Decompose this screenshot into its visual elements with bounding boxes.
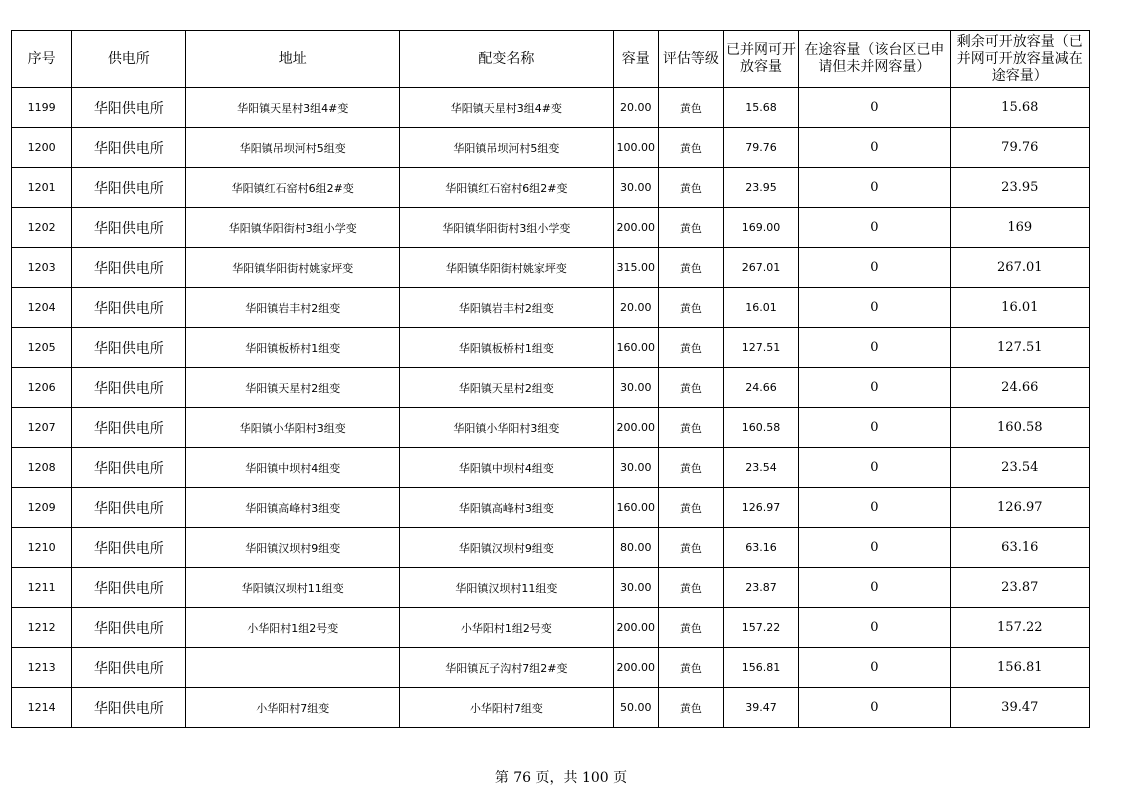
table-row (12, 568, 1090, 608)
cell-capacity: 160.00 (613, 328, 658, 368)
cell-pending-capacity: 0 (799, 208, 950, 248)
cell-capacity: 20.00 (613, 88, 658, 128)
cell-remaining-capacity: 23.54 (950, 448, 1089, 488)
cell-level: 黄色 (658, 248, 723, 288)
cell-station: 华阳供电所 (72, 608, 186, 648)
header-station: 供电所 (72, 31, 186, 88)
table-row (12, 368, 1090, 408)
cell-connected-capacity: 16.01 (723, 288, 798, 328)
cell-address: 华阳镇中坝村4组变 (186, 448, 400, 488)
page-footer: 第 76 页，共 100 页 (494, 770, 628, 786)
header-seq: 序号 (12, 31, 72, 88)
cell-level: 黄色 (658, 168, 723, 208)
cell-level: 黄色 (658, 688, 723, 728)
cell-pending-capacity: 0 (799, 608, 950, 648)
table-row (12, 168, 1090, 208)
cell-connected-capacity: 157.22 (723, 608, 798, 648)
cell-level: 黄色 (658, 328, 723, 368)
cell-level: 黄色 (658, 368, 723, 408)
table-row (12, 88, 1090, 128)
cell-station: 华阳供电所 (72, 168, 186, 208)
table-row (12, 128, 1090, 168)
cell-seq: 1211 (12, 568, 72, 608)
cell-level: 黄色 (658, 608, 723, 648)
cell-address: 华阳镇高峰村3组变 (186, 488, 400, 528)
cell-seq: 1210 (12, 528, 72, 568)
cell-pending-capacity: 0 (799, 248, 950, 288)
cell-transformer-name: 小华阳村1组2号变 (400, 608, 614, 648)
cell-seq: 1213 (12, 648, 72, 688)
cell-connected-capacity: 79.76 (723, 128, 798, 168)
cell-station: 华阳供电所 (72, 488, 186, 528)
cell-seq: 1206 (12, 368, 72, 408)
cell-connected-capacity: 39.47 (723, 688, 798, 728)
cell-address: 华阳镇天星村3组4#变 (186, 88, 400, 128)
cell-address: 华阳镇板桥村1组变 (186, 328, 400, 368)
cell-pending-capacity: 0 (799, 168, 950, 208)
cell-station: 华阳供电所 (72, 328, 186, 368)
cell-station: 华阳供电所 (72, 448, 186, 488)
cell-pending-capacity: 0 (799, 568, 950, 608)
cell-pending-capacity: 0 (799, 688, 950, 728)
cell-station: 华阳供电所 (72, 248, 186, 288)
cell-address: 华阳镇岩丰村2组变 (186, 288, 400, 328)
cell-transformer-name: 华阳镇高峰村3组变 (400, 488, 614, 528)
cell-remaining-capacity: 79.76 (950, 128, 1089, 168)
cell-connected-capacity: 23.87 (723, 568, 798, 608)
cell-seq: 1201 (12, 168, 72, 208)
cell-connected-capacity: 156.81 (723, 648, 798, 688)
cell-station: 华阳供电所 (72, 368, 186, 408)
cell-capacity: 200.00 (613, 648, 658, 688)
cell-seq: 1207 (12, 408, 72, 448)
cell-level: 黄色 (658, 288, 723, 328)
table-header-row (12, 31, 1090, 88)
header-address: 地址 (186, 31, 400, 88)
cell-remaining-capacity: 23.95 (950, 168, 1089, 208)
cell-connected-capacity: 23.54 (723, 448, 798, 488)
cell-pending-capacity: 0 (799, 528, 950, 568)
cell-capacity: 80.00 (613, 528, 658, 568)
cell-address: 华阳镇汉坝村9组变 (186, 528, 400, 568)
cell-transformer-name: 华阳镇天星村3组4#变 (400, 88, 614, 128)
cell-connected-capacity: 169.00 (723, 208, 798, 248)
table-row (12, 528, 1090, 568)
cell-transformer-name: 小华阳村7组变 (400, 688, 614, 728)
cell-transformer-name: 华阳镇吊坝河村5组变 (400, 128, 614, 168)
table-body (12, 88, 1090, 728)
cell-level: 黄色 (658, 88, 723, 128)
cell-connected-capacity: 63.16 (723, 528, 798, 568)
cell-address: 小华阳村7组变 (186, 688, 400, 728)
header-pending-capacity: 在途容量（该台区已申请但未并网容量） (799, 31, 950, 88)
cell-station: 华阳供电所 (72, 408, 186, 448)
cell-capacity: 200.00 (613, 208, 658, 248)
cell-pending-capacity: 0 (799, 88, 950, 128)
table-row (12, 448, 1090, 488)
cell-connected-capacity: 15.68 (723, 88, 798, 128)
cell-station: 华阳供电所 (72, 288, 186, 328)
cell-station: 华阳供电所 (72, 528, 186, 568)
cell-remaining-capacity: 160.58 (950, 408, 1089, 448)
cell-seq: 1209 (12, 488, 72, 528)
cell-station: 华阳供电所 (72, 128, 186, 168)
cell-remaining-capacity: 63.16 (950, 528, 1089, 568)
cell-remaining-capacity: 39.47 (950, 688, 1089, 728)
cell-capacity: 315.00 (613, 248, 658, 288)
cell-level: 黄色 (658, 408, 723, 448)
cell-pending-capacity: 0 (799, 408, 950, 448)
cell-seq: 1212 (12, 608, 72, 648)
cell-transformer-name: 华阳镇小华阳村3组变 (400, 408, 614, 448)
table-row (12, 288, 1090, 328)
cell-transformer-name: 华阳镇华阳街村3组小学变 (400, 208, 614, 248)
cell-capacity: 30.00 (613, 448, 658, 488)
capacity-table (11, 30, 1090, 728)
cell-address (186, 648, 400, 688)
cell-level: 黄色 (658, 568, 723, 608)
table-row (12, 248, 1090, 288)
cell-seq: 1203 (12, 248, 72, 288)
cell-transformer-name: 华阳镇岩丰村2组变 (400, 288, 614, 328)
cell-level: 黄色 (658, 208, 723, 248)
cell-pending-capacity: 0 (799, 448, 950, 488)
cell-capacity: 30.00 (613, 368, 658, 408)
cell-capacity: 20.00 (613, 288, 658, 328)
cell-transformer-name: 华阳镇板桥村1组变 (400, 328, 614, 368)
cell-address: 华阳镇红石窑村6组2#变 (186, 168, 400, 208)
cell-level: 黄色 (658, 528, 723, 568)
cell-station: 华阳供电所 (72, 208, 186, 248)
cell-level: 黄色 (658, 128, 723, 168)
cell-station: 华阳供电所 (72, 648, 186, 688)
cell-seq: 1208 (12, 448, 72, 488)
cell-transformer-name: 华阳镇华阳街村姚家坪变 (400, 248, 614, 288)
cell-level: 黄色 (658, 648, 723, 688)
cell-seq: 1200 (12, 128, 72, 168)
cell-address: 华阳镇吊坝河村5组变 (186, 128, 400, 168)
cell-transformer-name: 华阳镇中坝村4组变 (400, 448, 614, 488)
cell-pending-capacity: 0 (799, 368, 950, 408)
header-connected-open-capacity: 已并网可开放容量 (723, 31, 798, 88)
cell-connected-capacity: 24.66 (723, 368, 798, 408)
cell-address: 小华阳村1组2号变 (186, 608, 400, 648)
cell-pending-capacity: 0 (799, 128, 950, 168)
cell-level: 黄色 (658, 448, 723, 488)
header-transformer-name: 配变名称 (400, 31, 614, 88)
cell-capacity: 30.00 (613, 568, 658, 608)
cell-seq: 1204 (12, 288, 72, 328)
header-capacity: 容量 (613, 31, 658, 88)
cell-pending-capacity: 0 (799, 488, 950, 528)
cell-remaining-capacity: 15.68 (950, 88, 1089, 128)
cell-connected-capacity: 127.51 (723, 328, 798, 368)
cell-seq: 1202 (12, 208, 72, 248)
cell-capacity: 50.00 (613, 688, 658, 728)
cell-connected-capacity: 267.01 (723, 248, 798, 288)
cell-remaining-capacity: 16.01 (950, 288, 1089, 328)
cell-transformer-name: 华阳镇汉坝村11组变 (400, 568, 614, 608)
cell-remaining-capacity: 169 (950, 208, 1089, 248)
cell-connected-capacity: 160.58 (723, 408, 798, 448)
cell-level: 黄色 (658, 488, 723, 528)
cell-transformer-name: 华阳镇瓦子沟村7组2#变 (400, 648, 614, 688)
cell-remaining-capacity: 24.66 (950, 368, 1089, 408)
header-level: 评估等级 (658, 31, 723, 88)
cell-capacity: 160.00 (613, 488, 658, 528)
table-row (12, 208, 1090, 248)
cell-transformer-name: 华阳镇汉坝村9组变 (400, 528, 614, 568)
cell-connected-capacity: 23.95 (723, 168, 798, 208)
cell-capacity: 30.00 (613, 168, 658, 208)
cell-remaining-capacity: 23.87 (950, 568, 1089, 608)
cell-remaining-capacity: 157.22 (950, 608, 1089, 648)
cell-connected-capacity: 126.97 (723, 488, 798, 528)
table-row (12, 608, 1090, 648)
header-remaining-capacity: 剩余可开放容量（已并网可开放容量减在途容量） (950, 31, 1089, 88)
cell-seq: 1199 (12, 88, 72, 128)
cell-station: 华阳供电所 (72, 88, 186, 128)
table-row (12, 688, 1090, 728)
cell-station: 华阳供电所 (72, 568, 186, 608)
cell-address: 华阳镇华阳街村姚家坪变 (186, 248, 400, 288)
cell-transformer-name: 华阳镇天星村2组变 (400, 368, 614, 408)
cell-pending-capacity: 0 (799, 648, 950, 688)
table-row (12, 328, 1090, 368)
cell-remaining-capacity: 126.97 (950, 488, 1089, 528)
table-row (12, 488, 1090, 528)
cell-remaining-capacity: 267.01 (950, 248, 1089, 288)
cell-remaining-capacity: 127.51 (950, 328, 1089, 368)
cell-capacity: 100.00 (613, 128, 658, 168)
cell-capacity: 200.00 (613, 408, 658, 448)
cell-seq: 1214 (12, 688, 72, 728)
cell-transformer-name: 华阳镇红石窑村6组2#变 (400, 168, 614, 208)
cell-remaining-capacity: 156.81 (950, 648, 1089, 688)
cell-capacity: 200.00 (613, 608, 658, 648)
cell-address: 华阳镇汉坝村11组变 (186, 568, 400, 608)
cell-address: 华阳镇华阳街村3组小学变 (186, 208, 400, 248)
cell-station: 华阳供电所 (72, 688, 186, 728)
cell-pending-capacity: 0 (799, 328, 950, 368)
table-row (12, 408, 1090, 448)
table-row (12, 648, 1090, 688)
cell-address: 华阳镇小华阳村3组变 (186, 408, 400, 448)
cell-address: 华阳镇天星村2组变 (186, 368, 400, 408)
cell-pending-capacity: 0 (799, 288, 950, 328)
cell-seq: 1205 (12, 328, 72, 368)
